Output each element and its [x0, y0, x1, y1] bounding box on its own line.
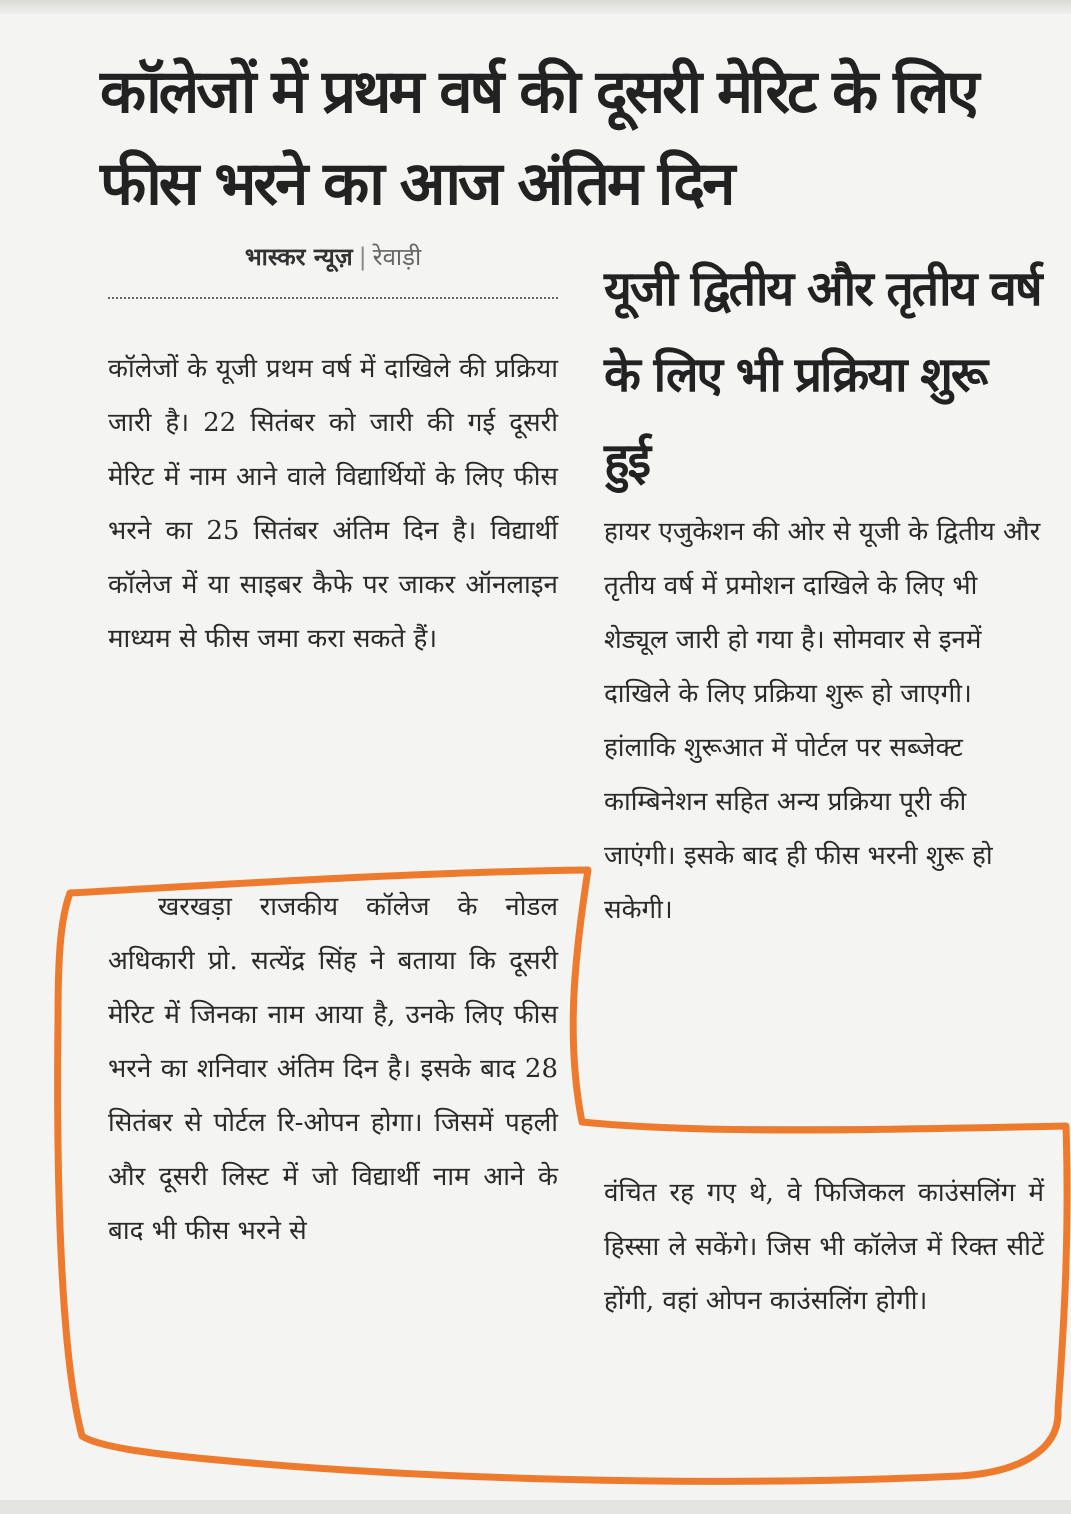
marker-stroke [58, 870, 1067, 1481]
byline-city: रेवाड़ी [372, 243, 422, 271]
right-column-paragraph-1: हायर एजुकेशन की ओर से यूजी के द्वितीय और तृतीय वर्ष में प्रमोशन दाखिले के लिए भी शेड्यूल जारी हो गया है। सोमवार से इनमें दाखिले के लिए प्रक्रिया शुरू हो जाएगी। हांलाकि शुरूआत में पोर्टल पर सब्जेक्ट काम्बिनेशन सहित अन्य प्रक्रिया पूरी की जाएंगी। इसके बाद ही फीस भरनी शुरू हो सकेगी। [604, 517, 1041, 925]
left-column-paragraph-1: कॉलेजों के यूजी प्रथम वर्ष में दाखिले की प्रक्रिया जारी है। 22 सितंबर को जारी की गई दूसरी मेरिट में नाम आने वाले विद्यार्थियों के लिए फीस भरने का 25 सितंबर अंतिम दिन है। विद्यार्थी कॉलेज में या साइबर कैफे पर जाकर ऑनलाइन माध्यम से फीस जमा करा सकते हैं। [108, 354, 558, 654]
headline: कॉलेजों में प्रथम वर्ष की दूसरी मेरिट के लिए फीस भरने का आज अंतिम दिन [100, 57, 977, 219]
byline-separator: | [358, 243, 367, 271]
byline-agency: भास्कर न्यूज़ [244, 243, 353, 271]
right-column-paragraph-2: वंचित रह गए थे, वे फिजिकल काउंसलिंग में हिस्सा ले सकेंगे। जिस भी कॉलेज में रिक्त सीटें होंगी, वहां ओपन काउंसलिंग होगी। [604, 1178, 1044, 1316]
page-bottom-edge [0, 1500, 1071, 1514]
subheadline: यूजी द्वितीय और तृतीय वर्ष के लिए भी प्रक्रिया शुरू हुई [604, 261, 1041, 489]
left-column-paragraph-2: खरखड़ा राजकीय कॉलेज के नोडल अधिकारी प्रो. सत्येंद्र सिंह ने बताया कि दूसरी मेरिट में जिनका नाम आया है, उनके लिए फीस भरने का शनिवार अंतिम दिन है। इसके बाद 28 सितंबर से पोर्टल रि-ओपन होगा। जिसमें पहली और दूसरी लिस्ट में जो विद्यार्थी नाम आने के बाद भी फीस भरने से [108, 892, 558, 1246]
